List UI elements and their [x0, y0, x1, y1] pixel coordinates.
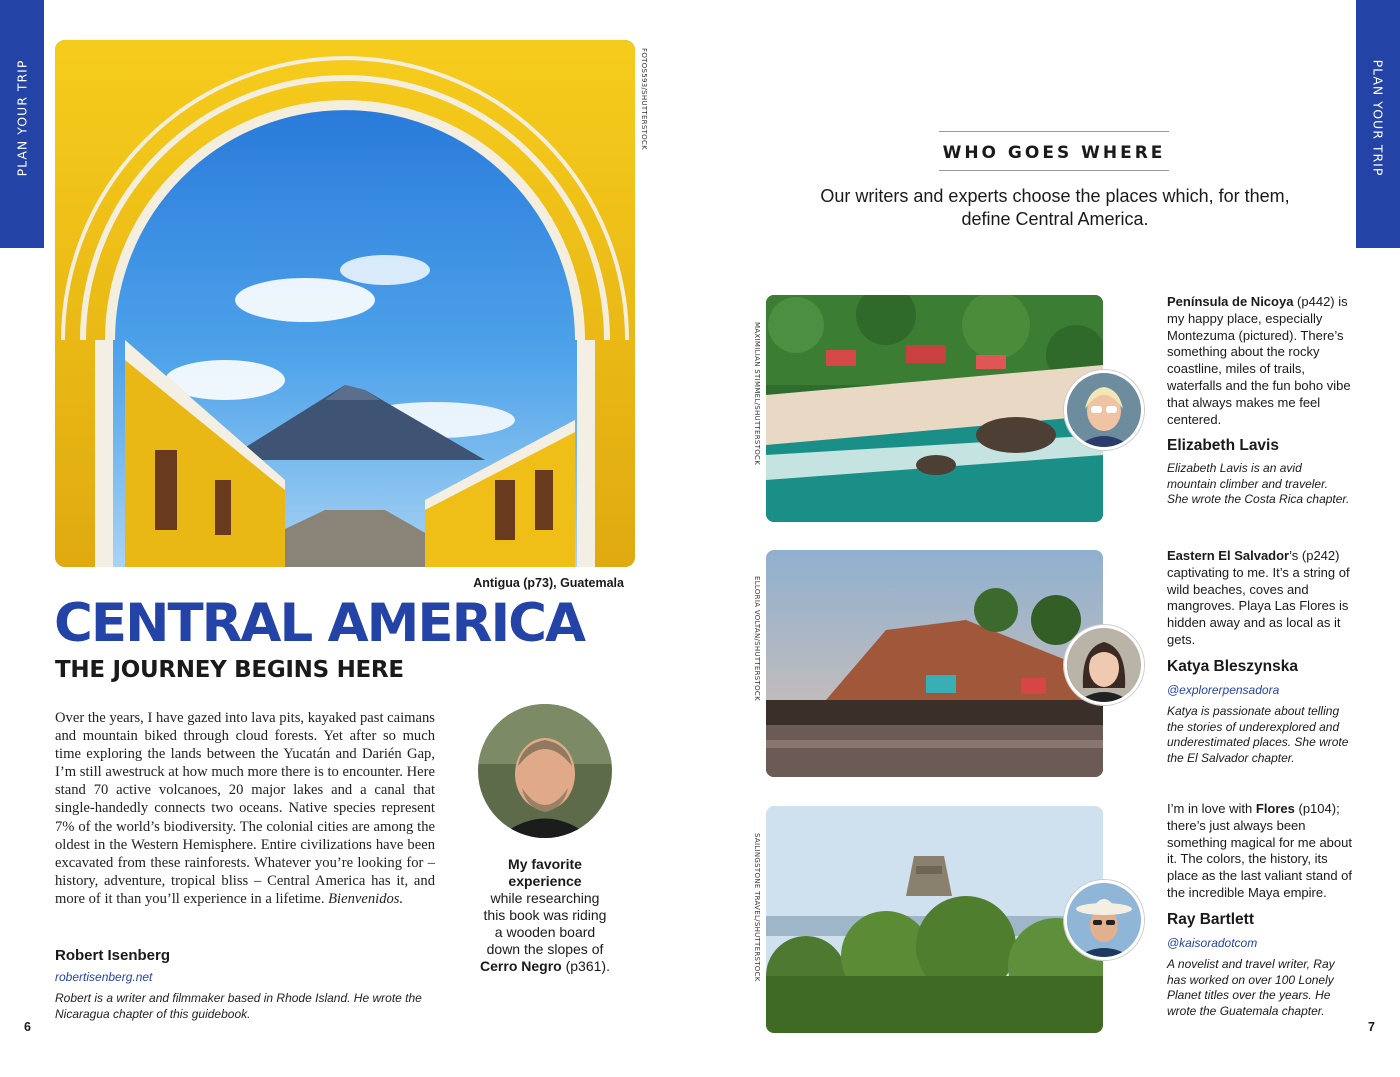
section-title: WHO GOES WHERE	[942, 143, 1166, 163]
favorite-heading: My favorite experience	[508, 856, 582, 889]
entry-quote	[1167, 801, 1352, 902]
hero-caption: Antigua (p73), Guatemala	[473, 576, 624, 590]
portrait-ray-bartlett	[1064, 880, 1144, 960]
side-tab-label: PLAN YOUR TRIP	[1370, 59, 1386, 177]
hero-photo-credit: FOTOS593/SHUTTERSTOCK	[640, 48, 648, 151]
photo-el-salvador-beach	[766, 550, 1103, 777]
entry-quote-lead: I’m in love with	[1167, 801, 1256, 816]
entry-place: Península de Nicoya	[1167, 294, 1294, 309]
photo-nicoya-coast	[766, 295, 1103, 522]
author-website-link[interactable]: robertisenberg.net	[55, 970, 153, 984]
portrait-elizabeth-lavis	[1064, 370, 1144, 450]
page-title: CENTRAL AMERICA	[54, 593, 585, 654]
entry-author-bio: Katya is passionate about telling the stories of underexplored and underestimated places. She wrote the El Salvador chapter.	[1167, 704, 1349, 765]
page-number-right: 7	[1368, 1020, 1375, 1034]
entry-quote-rest: (p104); there’s just always been something magical for me about it. The colors, the history, its place as the last valiant stand of the incredible Maya empire.	[1167, 801, 1353, 900]
favorite-ref: (p361).	[565, 958, 610, 974]
hero-photo-antigua-arch	[55, 40, 635, 567]
intro-closing: Bienvenidos.	[328, 890, 404, 907]
entry-quote	[1167, 548, 1352, 649]
photo-credit-flores: SAILINGSTONE TRAVEL/SHUTTERSTOCK	[753, 833, 761, 982]
section-intro: Our writers and experts choose the places which, for them, define Central America.	[820, 186, 1290, 229]
section-rule-top	[939, 131, 1169, 132]
author-bio: Robert is a writer and filmmaker based in Rhode Island. He wrote the Nicaragua chapter of this guidebook.	[55, 991, 422, 1021]
entry-place: Eastern El Salvador	[1167, 548, 1290, 563]
favorite-place: Cerro Negro	[480, 958, 562, 974]
page-subtitle: THE JOURNEY BEGINS HERE	[55, 657, 404, 683]
photo-credit-el-salvador: ELLORIA VOLTAN/SHUTTERSTOCK	[753, 576, 761, 702]
side-tab-right	[1356, 0, 1400, 248]
entry-place: Flores	[1255, 801, 1295, 816]
entry-katya-bleszynska	[1167, 548, 1352, 766]
entry-ray-bartlett	[1167, 801, 1352, 1019]
entry-author-name: Elizabeth Lavis	[1167, 437, 1279, 455]
favorite-experience-callout	[478, 856, 612, 975]
entry-elizabeth-lavis	[1167, 294, 1352, 508]
entry-author-handle[interactable]: @kaisoradotcom	[1167, 935, 1258, 950]
side-tab-left	[0, 0, 44, 248]
photo-credit-nicoya: MAXIMILIAN STIMMEL/SHUTTERSTOCK	[753, 322, 761, 466]
entry-author-name: Katya Bleszynska	[1167, 657, 1298, 675]
author-portrait	[478, 704, 612, 838]
author-name: Robert Isenberg	[55, 947, 171, 964]
entry-author-bio: Elizabeth Lavis is an avid mountain climber and traveler. She wrote the Costa Rica chapter.	[1167, 461, 1350, 507]
entry-author-handle[interactable]: @explorerpensadora	[1167, 682, 1280, 697]
entry-author-name: Ray Bartlett	[1167, 910, 1254, 928]
side-tab-label: PLAN YOUR TRIP	[14, 59, 30, 177]
photo-flores-temple	[766, 806, 1103, 1033]
entry-quote	[1167, 294, 1352, 428]
entry-author-bio: A novelist and travel writer, Ray has worked on over 100 Lonely Planet titles over the years. He wrote the Guatemala chapter.	[1167, 957, 1335, 1018]
portrait-katya-bleszynska	[1064, 625, 1144, 705]
favorite-text: while researching this book was riding a wooden board down the slopes of	[483, 890, 607, 957]
entry-quote-rest: ’s (p242) captivating to me. It’s a string of wild beaches, coves and mangroves. Playa Las Flores is hidden away and as local as it gets.	[1167, 548, 1350, 647]
entry-quote-rest: (p442) is my happy place, especially Montezuma (pictured). There’s something about the rocky coastline, miles of trails, waterfalls and the fun boho vibe that always makes me feel centered.	[1167, 294, 1351, 427]
intro-paragraph	[55, 709, 435, 908]
page-number-left: 6	[24, 1020, 31, 1034]
intro-text: Over the years, I have gazed into lava pits, kayaked past caimans and mountain biked through cloud forests. Yet after so much time exploring the lands between the Yucatán and Darién Gap, I’m still awestruck at how much more there is to encounter. Here stand 70 active volcanoes, 20 major lakes and a canal that single-handedly connects two oceans. Native species represent 7% of the world’s biodiversity. The colonial cities are among the oldest in the Western Hemisphere. Entire civilizations have been excavated from these rainforests. Whatever you’re looking for – history, adventure, tropical bliss – Central America has it, and more of it than you’ll experience in a lifetime.	[55, 710, 435, 907]
section-rule-bottom	[939, 170, 1169, 171]
